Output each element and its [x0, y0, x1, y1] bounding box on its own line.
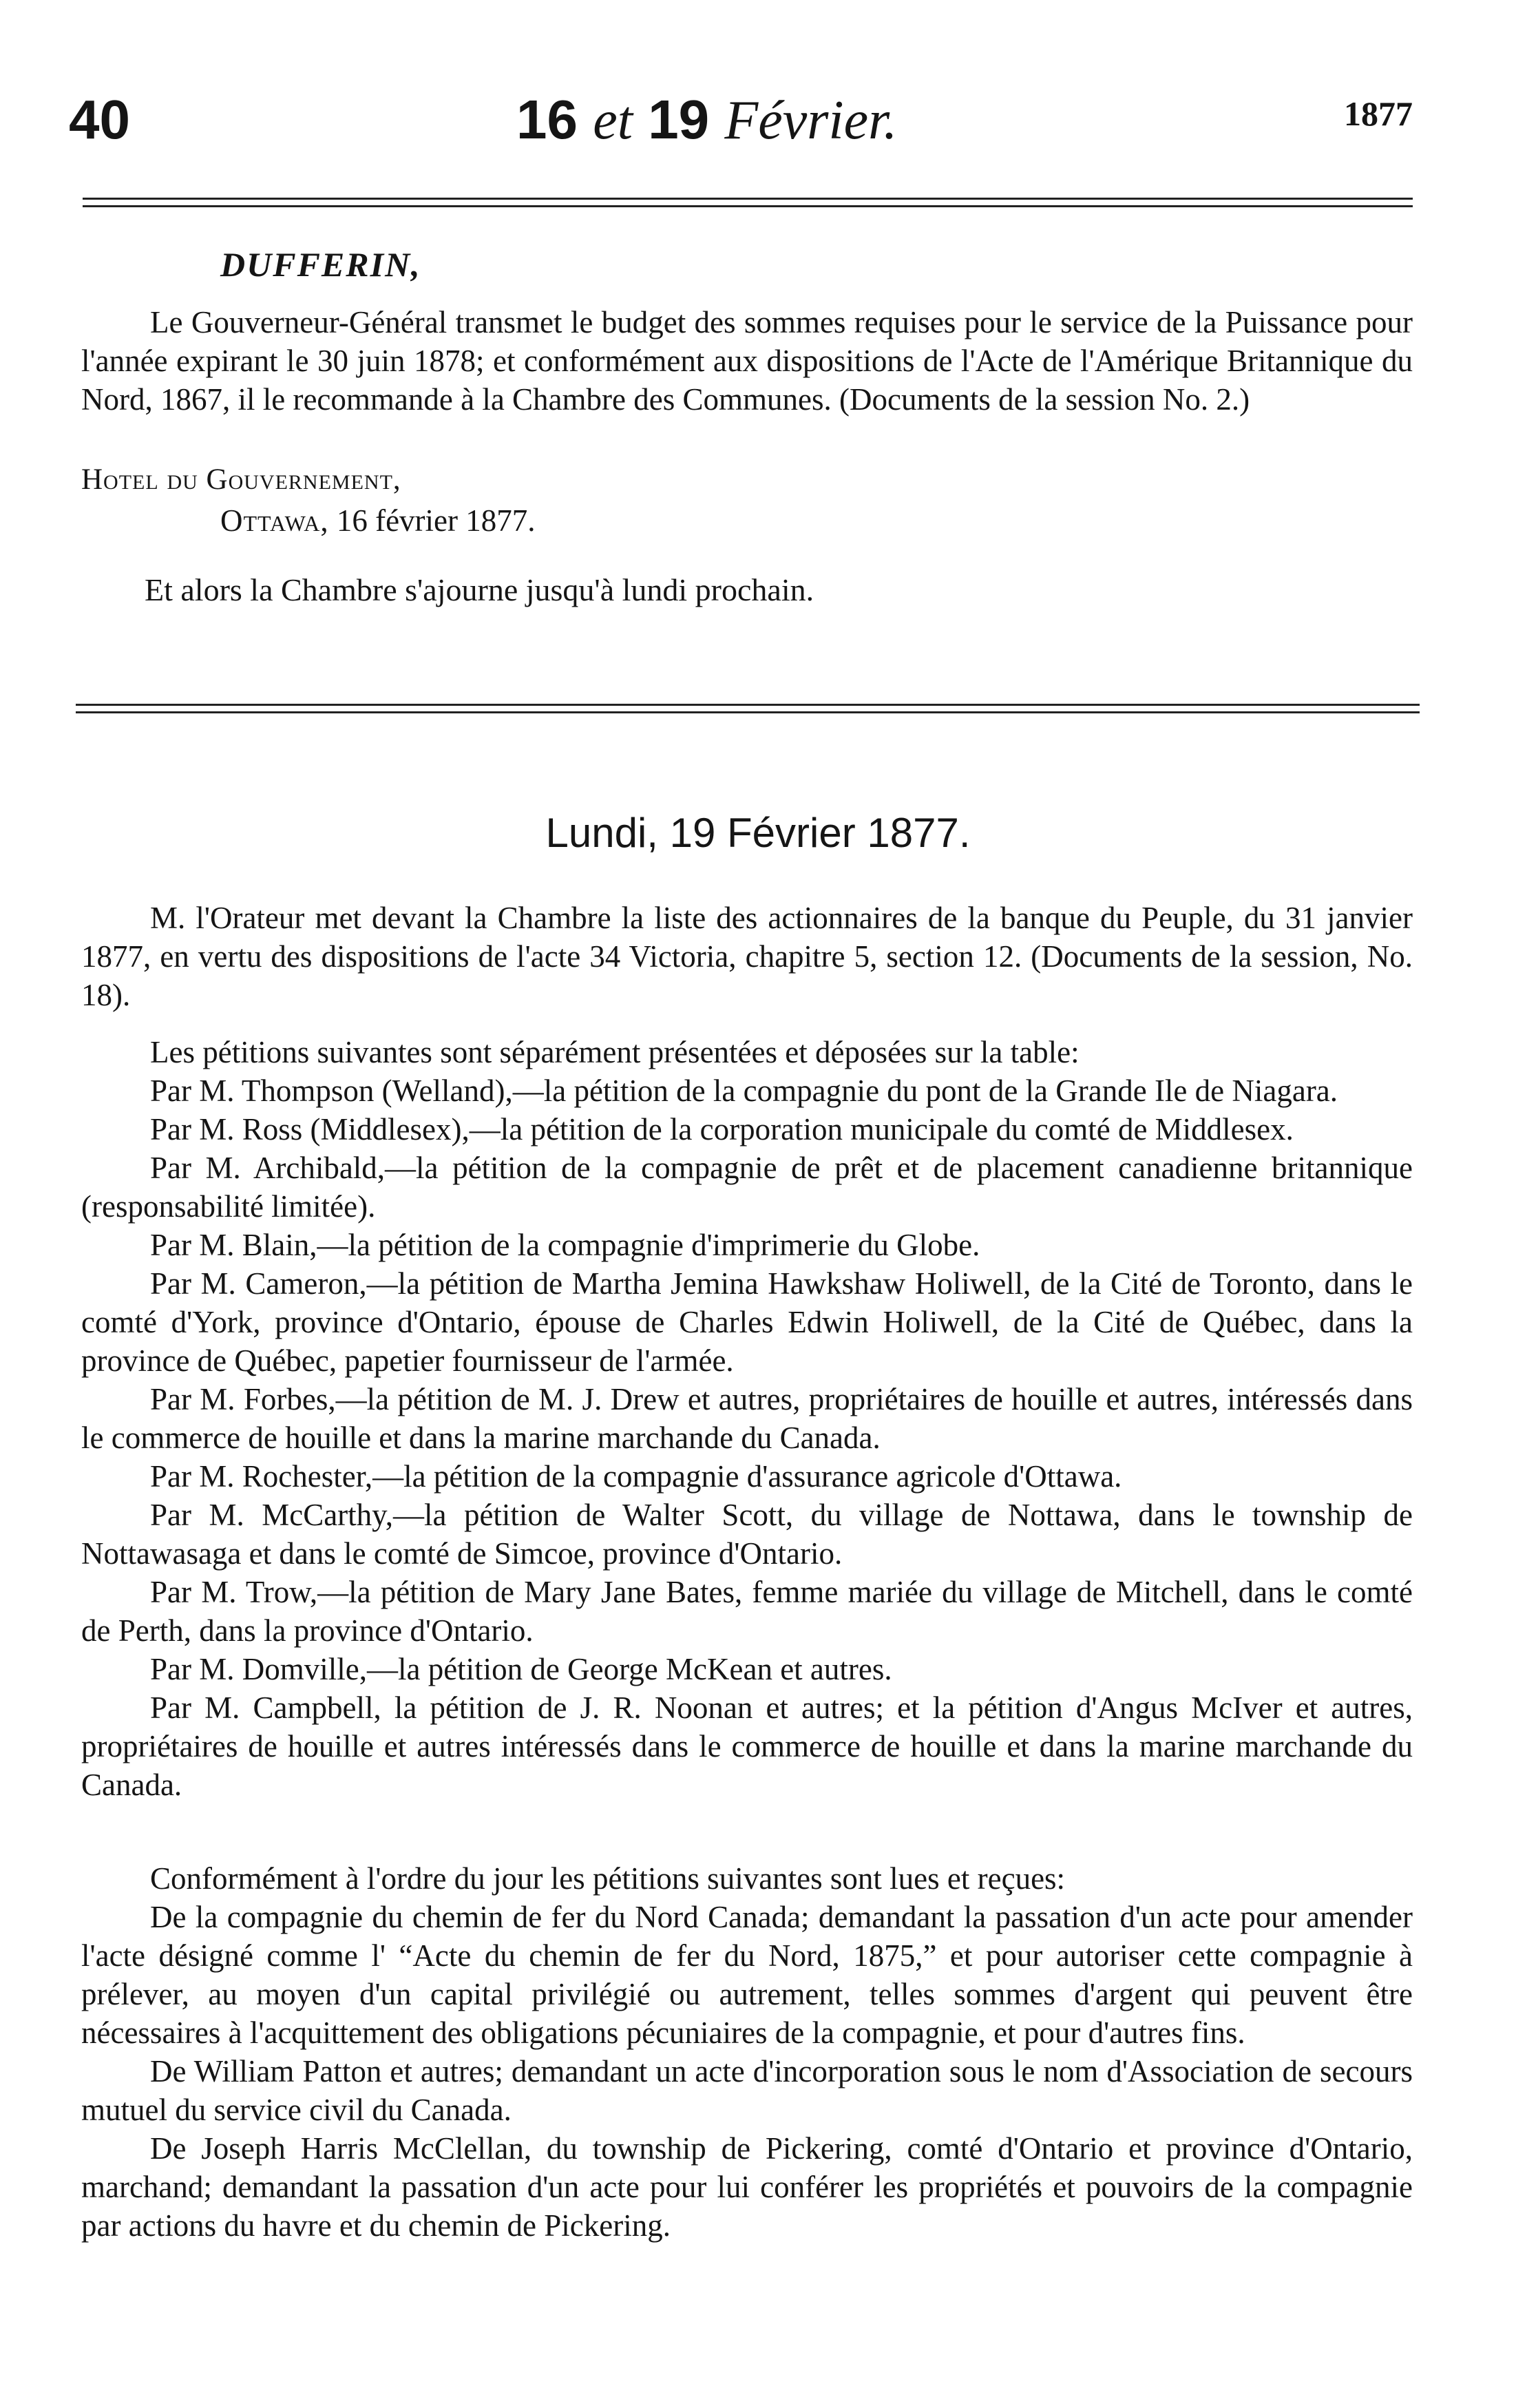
governor-message: [81, 303, 1413, 419]
petition-item: Par M. Thompson (Welland),—la pétition de la compagnie du pont de la Grande Ile de Niagara.: [150, 1074, 1338, 1108]
petitions-presented: [81, 1033, 1413, 1804]
petition-item: Par M. Trow,—la pétition de Mary Jane Bates, femme mariée du village de Mitchell, dans le comté de Perth, dans la province d'Ontario.: [81, 1575, 1413, 1648]
ottawa-date: 16 février 1877.: [336, 503, 536, 538]
received-petition-item: De la compagnie du chemin de fer du Nord Canada; demandant la passation d'un acte pour amender l'acte désigné comme l' “Acte du chemin de fer du Nord, 1875,” et pour autoriser cette compagnie à prélever, au moyen d'un capital privilégié ou autrement, telles sommes d'argent qui peuvent être nécessaires à l'acquittement des obligations pécuniaires de la compagnie, et pour d'autres fins.: [81, 1900, 1413, 2050]
petition-item: Par M. Ross (Middlesex),—la pétition de la corporation municipale du comté de Middlesex.: [150, 1112, 1294, 1147]
received-petition-item: De Joseph Harris McClellan, du township de Pickering, comté d'Ontario et province d'Ontario, marchand; demandant la passation d'un acte pour lui conférer les propriétés et pouvoirs de la compagnie par actions du havre et du chemin de Pickering.: [81, 2131, 1413, 2243]
running-title: [516, 88, 897, 152]
title-date-2: 19: [648, 89, 710, 150]
orateur-paragraph: [81, 899, 1413, 1014]
petition-item: Par M. Rochester,—la pétition de la compagnie d'assurance agricole d'Ottawa.: [150, 1459, 1122, 1494]
petition-item: Par M. Campbell, la pétition de J. R. Noonan et autres; et la pétition d'Angus McIver et autres, propriétaires de houille et autres intéressés dans le commerce de houille et dans la marine marchande du Canada.: [81, 1690, 1413, 1802]
received-petition-item: De William Patton et autres; demandant un acte d'incorporation sous le nom d'Association de secours mutuel du service civil du Canada.: [81, 2054, 1413, 2127]
title-month: Février.: [724, 90, 898, 151]
title-et: et: [593, 90, 633, 151]
section-divider: [76, 704, 1420, 713]
petition-item: Par M. Blain,—la pétition de la compagnie d'imprimerie du Globe.: [150, 1228, 980, 1262]
petitions-intro: Les pétitions suivantes sont séparément présentées et déposées sur la table:: [150, 1035, 1080, 1069]
page-number: 40: [69, 89, 130, 150]
header-year: 1877: [1344, 94, 1413, 133]
orateur-text: M. l'Orateur met devant la Chambre la liste des actionnaires de la banque du Peuple, du 31 janvier 1877, en vertu des dispositions de l'acte 34 Victoria, chapitre 5, section 12. (Documents de la session, No. 18).: [81, 901, 1413, 1012]
petition-item: Par M. Forbes,—la pétition de M. J. Drew et autres, propriétaires de houille et autres, intéressés dans le commerce de houille et dans la marine marchande du Canada.: [81, 1382, 1413, 1455]
header-divider: [83, 198, 1413, 207]
title-date: 16: [516, 89, 578, 150]
adjournment-note: Et alors la Chambre s'ajourne jusqu'à lundi prochain.: [145, 572, 814, 607]
hotel-line: Hotel du Gouvernement,: [81, 463, 401, 496]
session-date-heading: Lundi, 19 Février 1877.: [545, 810, 971, 856]
petitions-received: [81, 1859, 1413, 2245]
petition-item: Par M. Domville,—la pétition de George McKean et autres.: [150, 1652, 892, 1686]
conform-intro: Conformément à l'ordre du jour les pétitions suivantes sont lues et reçues:: [150, 1861, 1066, 1896]
page-header: [69, 88, 1413, 164]
petition-item: Par M. Cameron,—la pétition de Martha Jemina Hawkshaw Holiwell, de la Cité de Toronto, dans le comté d'York, province d'Ontario, épouse de Charles Edwin Holiwell, de la Cité de Québec, dans la province de Québec, papetier fournisseur de l'armée.: [81, 1266, 1413, 1378]
signature-dufferin: DUFFERIN,: [220, 245, 421, 284]
petition-item: Par M. McCarthy,—la pétition de Walter Scott, du village de Nottawa, dans le township de Nottawasaga et dans le comté de Simcoe, province d'Ontario.: [81, 1498, 1413, 1571]
petition-item: Par M. Archibald,—la pétition de la compagnie de prêt et de placement canadienne britannique (responsabilité limitée).: [81, 1151, 1413, 1224]
ottawa-city: Ottawa,: [220, 503, 329, 538]
governor-message-text: Le Gouverneur-Général transmet le budget des sommes requises pour le service de la Puissance pour l'année expirant le 30 juin 1878; et conformément aux dispositions de l'Acte de l'Amérique Britannique du Nord, 1867, il le recommande à la Chambre des Communes. (Documents de la session No. 2.): [81, 305, 1413, 417]
ottawa-line: [220, 503, 536, 538]
